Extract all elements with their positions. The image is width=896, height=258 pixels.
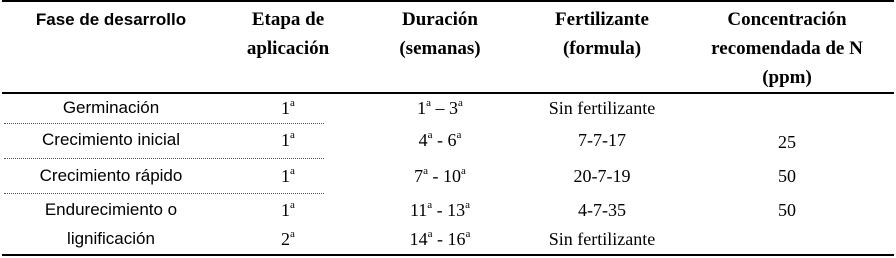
cell-fase: Endurecimiento o: [44, 200, 178, 219]
header-concentracion: Concentración recomendada de N (ppm): [711, 9, 863, 88]
cell-fertilizante: Sin fertilizante: [548, 229, 656, 249]
cell-concentracion: 25: [778, 132, 796, 152]
cell-etapa: 2$^a$: [281, 228, 295, 249]
fertilization-table: [2, 0, 894, 256]
table-top-rule: [2, 0, 894, 2]
cell-fertilizante: 20-7-19: [573, 166, 631, 186]
cell-duracion: 11$^a$ - 13$^a$: [409, 199, 471, 220]
cell-fase: Germinación: [62, 98, 160, 117]
cell-duracion: 7$^a$ - 10$^a$: [414, 165, 466, 186]
cell-fertilizante: 7-7-17: [578, 130, 626, 150]
header-etapa: Etapa de aplicación: [246, 9, 330, 59]
cell-fase: lignificación: [67, 229, 155, 248]
cell-etapa: 1$^a$: [281, 129, 295, 150]
cell-fertilizante: Sin fertilizante: [548, 98, 656, 118]
row-separator: [4, 123, 324, 124]
cell-etapa: 1$^a$: [281, 165, 295, 186]
cell-etapa: 1$^a$: [281, 97, 295, 118]
cell-etapa: 1$^a$: [281, 199, 295, 220]
header-duracion: Duración (semanas): [399, 9, 481, 59]
header-fase: Fase de desarrollo: [35, 10, 187, 29]
cell-concentracion: 50: [778, 200, 796, 220]
cell-concentracion: 50: [778, 166, 796, 186]
header-fertilizante: Fertilizante (formula): [555, 9, 649, 59]
table-header-rule: [2, 92, 894, 94]
row-separator: [4, 193, 324, 194]
cell-fertilizante: 4-7-35: [578, 200, 626, 220]
table-bottom-rule: [2, 254, 894, 256]
cell-duracion: 1$^a$ – 3$^a$: [417, 97, 463, 118]
cell-duracion: 4$^a$ - 6$^a$: [418, 129, 462, 150]
cell-fase: Crecimiento inicial: [42, 130, 180, 149]
cell-duracion: 14$^a$ - 16$^a$: [409, 228, 471, 249]
cell-fase: Crecimiento rápido: [39, 166, 183, 185]
row-separator: [4, 158, 324, 159]
